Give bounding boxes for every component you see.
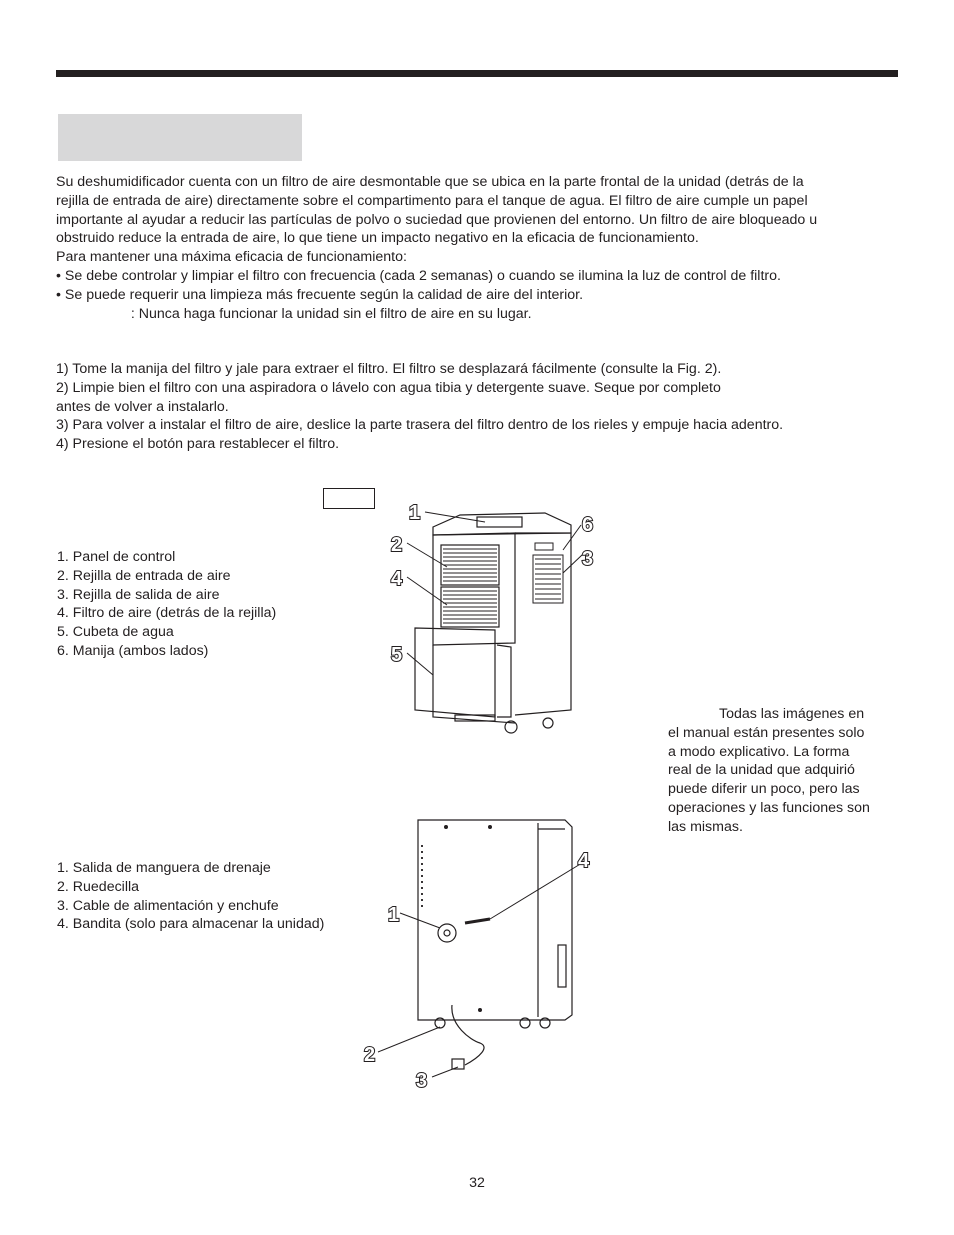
list-item: 5. Cubeta de agua	[57, 624, 174, 641]
dehumidifier-back-illustration	[360, 815, 610, 1095]
dehumidifier-front-illustration	[385, 495, 605, 745]
water-bucket	[415, 628, 495, 717]
callout-number: 5	[391, 644, 403, 666]
intro-line: Su deshumidificador cuenta con un filtro de aire desmontable que se ubica en la parte frontal de la unidad (detrás de la	[56, 174, 804, 190]
cleaning-steps	[56, 360, 783, 454]
note-line: a modo explicativo. La forma	[668, 743, 850, 760]
list-item: 3. Cable de alimentación y enchufe	[57, 897, 279, 914]
note-line: real de la unidad que adquirió	[668, 762, 855, 779]
intro-line: rejilla de entrada de aire) directamente sobre el compartimento para el tanque de agua. El filtro de aire cumple un papel	[56, 192, 808, 209]
callout-number: 6	[582, 514, 594, 536]
step-line: antes de volver a instalarlo.	[56, 398, 229, 415]
intro-line: Para mantener una máxima eficacia de funcionamiento:	[56, 249, 407, 266]
callout-number: 4	[578, 850, 590, 872]
list-item: 1. Panel de control	[57, 549, 176, 565]
note-line: operaciones y las funciones son	[668, 799, 870, 816]
callout-number: 2	[391, 534, 403, 556]
intro-line: importante al ayudar a reducir las partículas de polvo o suciedad que provienen del entorno. Un filtro de aire bloqueado u	[56, 211, 818, 228]
list-item: 3. Rejilla de salida de aire	[57, 586, 220, 603]
note-line: el manual están presentes solo	[668, 724, 865, 741]
callout-number: 3	[582, 548, 594, 570]
note-line: Todas las imágenes en	[668, 706, 865, 722]
intro-bullet: • Se puede requerir una limpieza más frecuente según la calidad de aire del interior.	[56, 286, 584, 303]
intro-warning: : Nunca haga funcionar la unidad sin el filtro de aire en su lugar.	[56, 305, 532, 322]
drain-outlet	[438, 924, 456, 942]
side-handle	[535, 543, 553, 550]
intro-line: obstruido reduce la entrada de aire, lo que tiene un impacto negativo en la eficacia de funcionamiento.	[56, 230, 699, 247]
illustration-note	[668, 705, 870, 837]
section-title-box	[58, 114, 302, 161]
page-number: 32	[469, 1175, 485, 1191]
step-line: 4) Presione el botón para restablecer el filtro.	[56, 436, 340, 453]
list-item: 4. Filtro de aire (detrás de la rejilla)	[57, 605, 277, 622]
step-line: 1) Tome la manija del filtro y jale para extraer el filtro. El filtro se desplazará fácilmente (consulte la Fig. 2).	[56, 361, 722, 377]
intro-bullet: • Se debe controlar y limpiar el filtro con frecuencia (cada 2 semanas) o cuando se ilumina la luz de control de filtro.	[56, 267, 781, 284]
list-item: 6. Manija (ambos lados)	[57, 642, 209, 659]
step-line: 2) Limpie bien el filtro con una aspiradora o lávelo con agua tibia y detergente suave. Seque por completo	[56, 379, 721, 396]
back-panel	[418, 820, 572, 1020]
list-item: 2. Rejilla de entrada de aire	[57, 567, 231, 584]
intro-paragraph	[56, 173, 817, 323]
top-rule	[56, 70, 898, 77]
list-item: 1. Salida de manguera de drenaje	[57, 860, 271, 876]
callout-number: 1	[388, 904, 400, 926]
callout-number: 4	[391, 568, 403, 590]
callout-number: 3	[416, 1070, 428, 1092]
back-parts-list	[57, 859, 324, 934]
figure-label-box	[323, 488, 375, 509]
note-line: puede diferir un poco, pero las	[668, 781, 860, 798]
wheel	[543, 718, 553, 728]
step-line: 3) Para volver a instalar el filtro de aire, deslice la parte trasera del filtro dentro de los rieles y empuje hacia adentro.	[56, 417, 784, 434]
front-parts-list	[57, 548, 276, 661]
note-line: las mismas.	[668, 818, 743, 835]
list-item: 4. Bandita (solo para almacenar la unidad)	[57, 916, 325, 933]
callout-number: 1	[409, 502, 421, 524]
power-cord	[452, 1005, 484, 1065]
callout-number: 2	[364, 1044, 376, 1066]
list-item: 2. Ruedecilla	[57, 878, 140, 895]
